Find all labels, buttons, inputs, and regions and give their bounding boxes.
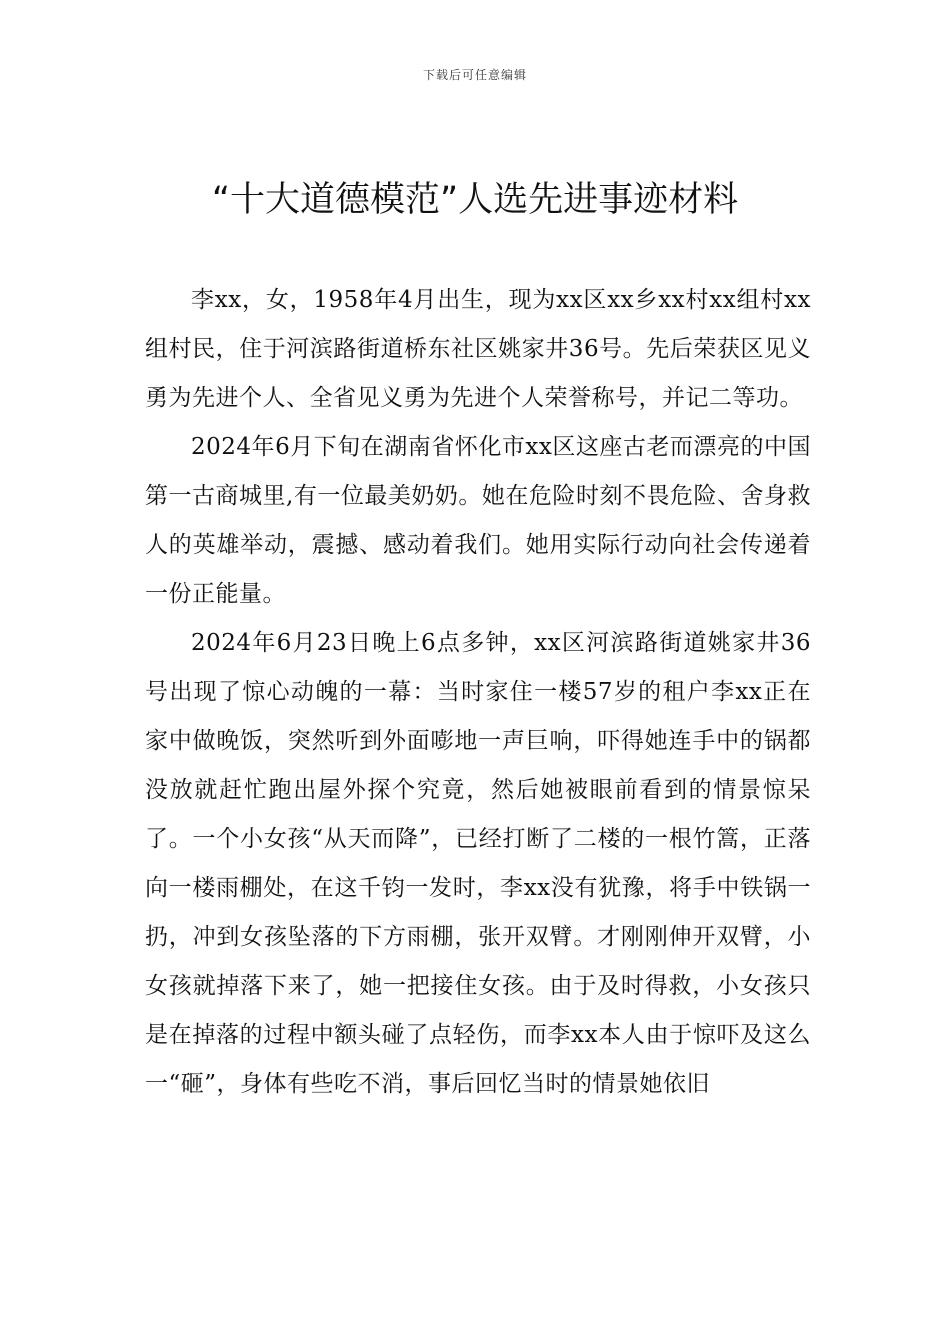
paragraph-2: 2024年6月下旬在湖南省怀化市xx区这座古老而漂亮的中国第一古商城里,有一位最美奶奶。她在危险时刻不畏危险、舍身救人的英雄举动，震撼、感动着我们。她用实际行动向社会传递着一份正能量。 [145,434,811,607]
paragraph-1: 李xx，女，1958年4月出生，现为xx区xx乡xx村xx组村xx组村民，住于河滨路街道桥东社区姚家井36号。先后荣获区见义勇为先进个人、全省见义勇为先进个人荣誉称号，并记二等功。 [145,287,811,411]
header-note: 下载后可任意编辑 [422,68,527,82]
paragraph-3: 2024年6月23日晚上6点多钟，xx区河滨路街道姚家井36号出现了惊心动魄的一幕：当时家住一楼57岁的租户李xx正在家中做晚饭，突然听到外面嘭地一声巨响，吓得她连手中的锅都没放就赶忙跑出屋外探个究竟，然后她被眼前看到的情景惊呆了。一个小女孩“从天而降”，已经打断了二楼的一根竹篙，正落向一楼雨棚处，在这千钧一发时，李xx没有犹豫，将手中铁锅一扔，冲到女孩坠落的下方雨棚，张开双臂。才刚刚伸开双臂，小女孩就掉落下来了，她一把接住女孩。由于及时得救，小女孩只是在掉落的过程中额头碰了点轻伤，而李xx本人由于惊吓及这么一“砸”，身体有些吃不消，事后回忆当时的情景她依旧 [145,630,811,1097]
document-body [145,276,811,1109]
document-title: “十大道德模范”人选先进事迹材料 [211,180,739,220]
